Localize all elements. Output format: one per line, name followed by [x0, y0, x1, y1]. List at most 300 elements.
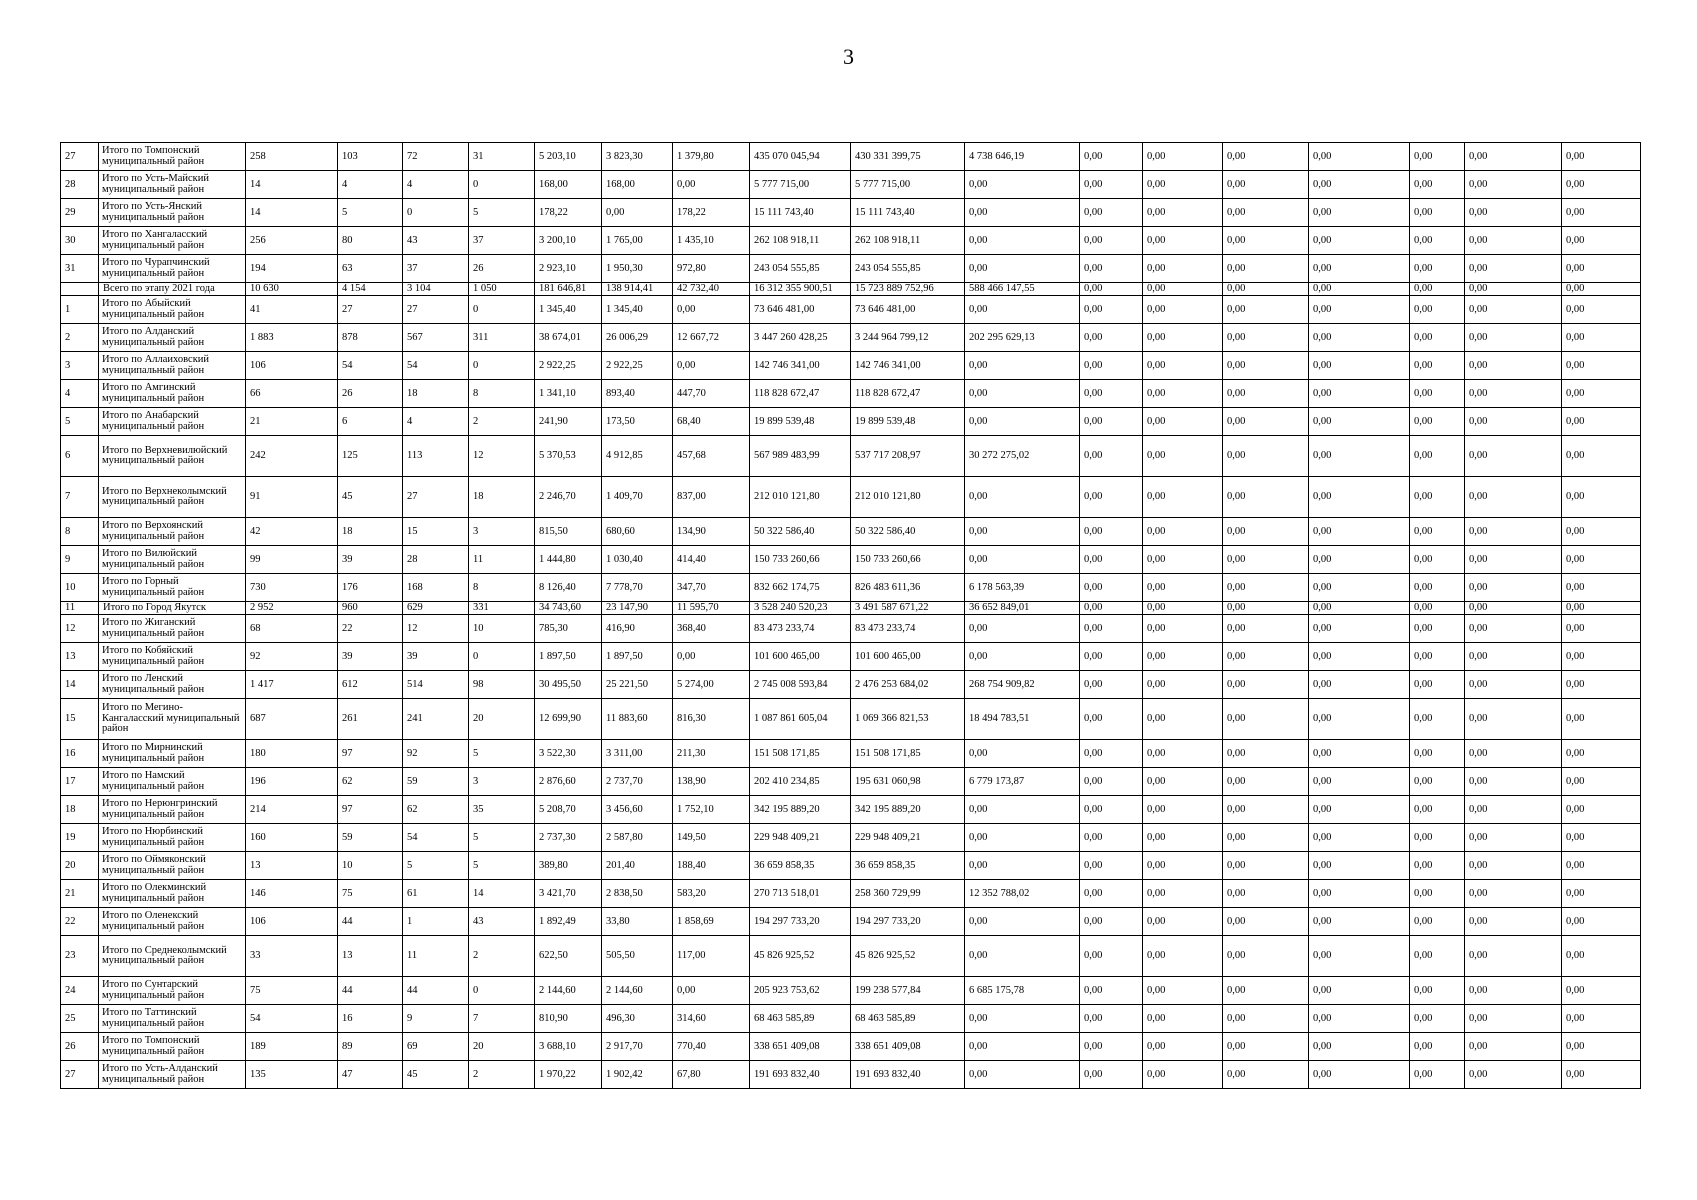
value-cell: 0,00 [1410, 1033, 1465, 1061]
value-cell: 338 651 409,08 [750, 1033, 851, 1061]
value-cell: 414,40 [673, 546, 750, 574]
value-cell: 416,90 [602, 615, 673, 643]
value-cell: 0,00 [1143, 296, 1223, 324]
value-cell: 125 [338, 436, 403, 477]
value-cell: 3 688,10 [535, 1033, 602, 1061]
value-cell: 268 754 909,82 [965, 671, 1080, 699]
value-cell: 0,00 [1410, 143, 1465, 171]
value-cell: 0,00 [1465, 1005, 1562, 1033]
value-cell: 151 508 171,85 [750, 740, 851, 768]
value-cell: 0,00 [1223, 615, 1309, 643]
value-cell: 138 914,41 [602, 283, 673, 296]
row-number-cell: 23 [61, 936, 99, 977]
row-name-cell: Итого по Сунтарский муниципальный район [99, 977, 246, 1005]
value-cell: 68 463 585,89 [851, 1005, 965, 1033]
value-cell: 3 311,00 [602, 740, 673, 768]
value-cell: 0,00 [1410, 436, 1465, 477]
row-name-cell: Итого по Олекминский муниципальный район [99, 880, 246, 908]
value-cell: 1 765,00 [602, 227, 673, 255]
value-cell: 0,00 [965, 199, 1080, 227]
value-cell: 5 [469, 852, 535, 880]
table-row [61, 768, 1641, 796]
value-cell: 0,00 [1410, 518, 1465, 546]
value-cell: 38 674,01 [535, 324, 602, 352]
row-name-cell: Итого по Среднеколымский муниципальный район [99, 936, 246, 977]
value-cell: 0,00 [1080, 643, 1143, 671]
value-cell: 0,00 [1080, 768, 1143, 796]
row-name-cell: Итого по Намский муниципальный район [99, 768, 246, 796]
value-cell: 0,00 [965, 1005, 1080, 1033]
value-cell: 54 [246, 1005, 338, 1033]
value-cell: 0,00 [1143, 574, 1223, 602]
value-cell: 0,00 [965, 477, 1080, 518]
value-cell: 0,00 [1223, 936, 1309, 977]
value-cell: 0,00 [1410, 880, 1465, 908]
row-number-cell: 9 [61, 546, 99, 574]
value-cell: 13 [338, 936, 403, 977]
value-cell: 0,00 [1309, 852, 1410, 880]
table-row [61, 199, 1641, 227]
table-row [61, 436, 1641, 477]
table-row [61, 352, 1641, 380]
value-cell: 0,00 [1410, 768, 1465, 796]
value-cell: 211,30 [673, 740, 750, 768]
value-cell: 0,00 [1410, 1005, 1465, 1033]
value-cell: 0,00 [1562, 768, 1641, 796]
value-cell: 202 295 629,13 [965, 324, 1080, 352]
value-cell: 22 [338, 615, 403, 643]
value-cell: 3 447 260 428,25 [750, 324, 851, 352]
row-name-cell: Итого по Анабарский муниципальный район [99, 408, 246, 436]
value-cell: 0,00 [1465, 615, 1562, 643]
value-cell: 0,00 [1465, 477, 1562, 518]
value-cell: 0,00 [1223, 546, 1309, 574]
table-row [61, 671, 1641, 699]
row-number-cell: 28 [61, 171, 99, 199]
value-cell: 837,00 [673, 477, 750, 518]
value-cell: 342 195 889,20 [851, 796, 965, 824]
value-cell: 0,00 [1223, 143, 1309, 171]
value-cell: 0,00 [1562, 199, 1641, 227]
value-cell: 13 [246, 852, 338, 880]
value-cell: 0,00 [1223, 796, 1309, 824]
value-cell: 0,00 [1410, 283, 1465, 296]
value-cell: 0,00 [1080, 699, 1143, 740]
value-cell: 0,00 [1309, 768, 1410, 796]
value-cell: 1 752,10 [673, 796, 750, 824]
value-cell: 0,00 [1410, 477, 1465, 518]
value-cell: 45 [338, 477, 403, 518]
value-cell: 0,00 [1309, 699, 1410, 740]
value-cell: 0,00 [1223, 977, 1309, 1005]
value-cell: 202 410 234,85 [750, 768, 851, 796]
value-cell: 3 522,30 [535, 740, 602, 768]
value-cell: 0,00 [1143, 699, 1223, 740]
value-cell: 2 923,10 [535, 255, 602, 283]
value-cell: 0,00 [965, 740, 1080, 768]
value-cell: 118 828 672,47 [851, 380, 965, 408]
value-cell: 61 [403, 880, 469, 908]
value-cell: 0,00 [1309, 1061, 1410, 1089]
value-cell: 0,00 [1143, 908, 1223, 936]
value-cell: 1 897,50 [602, 643, 673, 671]
value-cell: 0,00 [1223, 880, 1309, 908]
value-cell: 118 828 672,47 [750, 380, 851, 408]
value-cell: 0,00 [1562, 1061, 1641, 1089]
value-cell: 0,00 [1309, 880, 1410, 908]
row-name-cell: Итого по Оленекский муниципальный район [99, 908, 246, 936]
value-cell: 1 970,22 [535, 1061, 602, 1089]
value-cell: 54 [338, 352, 403, 380]
value-cell: 0,00 [1465, 796, 1562, 824]
value-cell: 505,50 [602, 936, 673, 977]
value-cell: 6 685 175,78 [965, 977, 1080, 1005]
value-cell: 567 989 483,99 [750, 436, 851, 477]
value-cell: 12 667,72 [673, 324, 750, 352]
value-cell: 0,00 [1080, 574, 1143, 602]
value-cell: 0,00 [1309, 1005, 1410, 1033]
value-cell: 0,00 [1223, 671, 1309, 699]
table-row [61, 740, 1641, 768]
value-cell: 1 345,40 [602, 296, 673, 324]
value-cell: 178,22 [535, 199, 602, 227]
value-cell: 0,00 [1562, 671, 1641, 699]
value-cell: 0,00 [1080, 824, 1143, 852]
value-cell: 194 297 733,20 [750, 908, 851, 936]
value-cell: 151 508 171,85 [851, 740, 965, 768]
value-cell: 1 858,69 [673, 908, 750, 936]
value-cell: 0,00 [1080, 1033, 1143, 1061]
value-cell: 2 [469, 936, 535, 977]
value-cell: 0,00 [1309, 671, 1410, 699]
value-cell: 0,00 [1223, 296, 1309, 324]
value-cell: 0,00 [1143, 852, 1223, 880]
value-cell: 0,00 [1465, 518, 1562, 546]
value-cell: 0,00 [965, 1033, 1080, 1061]
value-cell: 0,00 [1143, 546, 1223, 574]
value-cell: 14 [246, 171, 338, 199]
table-row [61, 227, 1641, 255]
value-cell: 27 [403, 296, 469, 324]
value-cell: 68 463 585,89 [750, 1005, 851, 1033]
value-cell: 730 [246, 574, 338, 602]
row-number-cell: 22 [61, 908, 99, 936]
value-cell: 98 [469, 671, 535, 699]
value-cell: 11 [469, 546, 535, 574]
value-cell: 106 [246, 352, 338, 380]
value-cell: 73 646 481,00 [851, 296, 965, 324]
value-cell: 0,00 [1562, 740, 1641, 768]
value-cell: 1 050 [469, 283, 535, 296]
value-cell: 10 [469, 615, 535, 643]
value-cell: 242 [246, 436, 338, 477]
table-row [61, 171, 1641, 199]
value-cell: 0,00 [673, 977, 750, 1005]
value-cell: 4 [338, 171, 403, 199]
value-cell: 0,00 [1080, 1005, 1143, 1033]
value-cell: 0,00 [965, 296, 1080, 324]
value-cell: 0,00 [1410, 671, 1465, 699]
value-cell: 815,50 [535, 518, 602, 546]
value-cell: 205 923 753,62 [750, 977, 851, 1005]
value-cell: 15 111 743,40 [750, 199, 851, 227]
value-cell: 0,00 [1309, 643, 1410, 671]
value-cell: 0,00 [1562, 880, 1641, 908]
value-cell: 67,80 [673, 1061, 750, 1089]
value-cell: 30 495,50 [535, 671, 602, 699]
value-cell: 0,00 [673, 296, 750, 324]
value-cell: 0,00 [1143, 171, 1223, 199]
row-name-cell: Итого по Томпонский муниципальный район [99, 143, 246, 171]
value-cell: 0,00 [1143, 255, 1223, 283]
value-cell: 2 246,70 [535, 477, 602, 518]
row-number-cell: 10 [61, 574, 99, 602]
value-cell: 347,70 [673, 574, 750, 602]
row-number-cell: 1 [61, 296, 99, 324]
value-cell: 20 [469, 1033, 535, 1061]
value-cell: 0,00 [1143, 143, 1223, 171]
value-cell: 10 630 [246, 283, 338, 296]
value-cell: 785,30 [535, 615, 602, 643]
value-cell: 11 595,70 [673, 602, 750, 615]
value-cell: 0,00 [673, 171, 750, 199]
value-cell: 447,70 [673, 380, 750, 408]
value-cell: 0,00 [1562, 908, 1641, 936]
value-cell: 181 646,81 [535, 283, 602, 296]
value-cell: 0,00 [1223, 824, 1309, 852]
value-cell: 75 [338, 880, 403, 908]
value-cell: 0,00 [1080, 408, 1143, 436]
value-cell: 0,00 [1080, 171, 1143, 199]
value-cell: 0,00 [1465, 546, 1562, 574]
value-cell: 0,00 [1562, 171, 1641, 199]
value-cell: 0,00 [1223, 227, 1309, 255]
row-name-cell: Итого по Горный муниципальный район [99, 574, 246, 602]
value-cell: 389,80 [535, 852, 602, 880]
value-cell: 39 [403, 643, 469, 671]
value-cell: 583,20 [673, 880, 750, 908]
row-name-cell: Итого по Верхоянский муниципальный район [99, 518, 246, 546]
value-cell: 0,00 [1143, 977, 1223, 1005]
value-cell: 0,00 [1309, 296, 1410, 324]
value-cell: 117,00 [673, 936, 750, 977]
value-cell: 8 126,40 [535, 574, 602, 602]
value-cell: 0,00 [1562, 408, 1641, 436]
value-cell: 0,00 [1080, 977, 1143, 1005]
value-cell: 0,00 [1465, 1033, 1562, 1061]
value-cell: 106 [246, 908, 338, 936]
value-cell: 430 331 399,75 [851, 143, 965, 171]
value-cell: 0,00 [1465, 671, 1562, 699]
value-cell: 0,00 [1223, 255, 1309, 283]
value-cell: 39 [338, 643, 403, 671]
row-name-cell: Итого по Ленский муниципальный район [99, 671, 246, 699]
value-cell: 8 [469, 380, 535, 408]
value-cell: 191 693 832,40 [750, 1061, 851, 1089]
value-cell: 0,00 [1562, 546, 1641, 574]
value-cell: 0,00 [1562, 602, 1641, 615]
row-name-cell: Итого по Нюрбинский муниципальный район [99, 824, 246, 852]
value-cell: 680,60 [602, 518, 673, 546]
value-cell: 0,00 [1223, 436, 1309, 477]
value-cell: 36 659 858,35 [851, 852, 965, 880]
row-number-cell: 6 [61, 436, 99, 477]
value-cell: 18 [403, 380, 469, 408]
value-cell: 960 [338, 602, 403, 615]
value-cell: 0,00 [673, 643, 750, 671]
value-cell: 0,00 [1080, 602, 1143, 615]
value-cell: 1 902,42 [602, 1061, 673, 1089]
value-cell: 0,00 [1562, 352, 1641, 380]
value-cell: 0,00 [1080, 518, 1143, 546]
value-cell: 0,00 [1562, 824, 1641, 852]
value-cell: 810,90 [535, 1005, 602, 1033]
value-cell: 149,50 [673, 824, 750, 852]
value-cell: 0,00 [1410, 574, 1465, 602]
value-cell: 44 [338, 908, 403, 936]
row-number-cell: 31 [61, 255, 99, 283]
table-row [61, 936, 1641, 977]
value-cell: 0,00 [1465, 740, 1562, 768]
value-cell: 75 [246, 977, 338, 1005]
value-cell: 0,00 [1465, 227, 1562, 255]
value-cell: 1 030,40 [602, 546, 673, 574]
value-cell: 3 823,30 [602, 143, 673, 171]
value-cell: 0,00 [1465, 574, 1562, 602]
value-cell: 0,00 [1223, 602, 1309, 615]
value-cell: 2 745 008 593,84 [750, 671, 851, 699]
value-cell: 80 [338, 227, 403, 255]
value-cell: 101 600 465,00 [750, 643, 851, 671]
value-cell: 0,00 [1562, 796, 1641, 824]
table-row [61, 143, 1641, 171]
value-cell: 0,00 [1410, 352, 1465, 380]
value-cell: 229 948 409,21 [851, 824, 965, 852]
value-cell: 0,00 [965, 255, 1080, 283]
table-row [61, 1005, 1641, 1033]
value-cell: 0,00 [1223, 1033, 1309, 1061]
value-cell: 10 [338, 852, 403, 880]
value-cell: 50 322 586,40 [750, 518, 851, 546]
value-cell: 0,00 [1080, 615, 1143, 643]
value-cell: 262 108 918,11 [750, 227, 851, 255]
value-cell: 3 [469, 518, 535, 546]
value-cell: 0,00 [1562, 255, 1641, 283]
row-name-cell: Всего по этапу 2021 года [99, 283, 246, 296]
value-cell: 2 737,30 [535, 824, 602, 852]
value-cell: 537 717 208,97 [851, 436, 965, 477]
value-cell: 0,00 [1309, 324, 1410, 352]
value-cell: 0,00 [1143, 796, 1223, 824]
value-cell: 0,00 [1080, 380, 1143, 408]
value-cell: 0,00 [1465, 283, 1562, 296]
value-cell: 5 208,70 [535, 796, 602, 824]
value-cell: 0,00 [1410, 324, 1465, 352]
row-name-cell: Итого по Усть-Алданский муниципальный район [99, 1061, 246, 1089]
value-cell: 0,00 [1309, 352, 1410, 380]
value-cell: 770,40 [673, 1033, 750, 1061]
page-number: 3 [843, 44, 854, 69]
value-cell: 0,00 [1562, 436, 1641, 477]
row-name-cell: Итого по Верхнеколымский муниципальный район [99, 477, 246, 518]
value-cell: 196 [246, 768, 338, 796]
table-row [61, 1033, 1641, 1061]
value-cell: 26 006,29 [602, 324, 673, 352]
value-cell: 622,50 [535, 936, 602, 977]
value-cell: 191 693 832,40 [851, 1061, 965, 1089]
row-number-cell: 25 [61, 1005, 99, 1033]
table-row [61, 908, 1641, 936]
value-cell: 0,00 [1143, 615, 1223, 643]
value-cell: 0,00 [965, 643, 1080, 671]
value-cell: 0,00 [1309, 255, 1410, 283]
value-cell: 3 [469, 768, 535, 796]
value-cell: 0,00 [1080, 255, 1143, 283]
value-cell: 28 [403, 546, 469, 574]
value-cell: 0,00 [1309, 227, 1410, 255]
value-cell: 0,00 [1223, 1005, 1309, 1033]
value-cell: 0,00 [1080, 324, 1143, 352]
value-cell: 1 897,50 [535, 643, 602, 671]
value-cell: 3 456,60 [602, 796, 673, 824]
value-cell: 0,00 [1410, 852, 1465, 880]
value-cell: 3 104 [403, 283, 469, 296]
value-cell: 43 [469, 908, 535, 936]
value-cell: 0,00 [1465, 908, 1562, 936]
value-cell: 2 922,25 [602, 352, 673, 380]
value-cell: 0,00 [1309, 574, 1410, 602]
row-name-cell: Итого по Жиганский муниципальный район [99, 615, 246, 643]
value-cell: 0,00 [1143, 324, 1223, 352]
value-cell: 832 662 174,75 [750, 574, 851, 602]
value-cell: 0,00 [1223, 699, 1309, 740]
value-cell: 0,00 [1465, 408, 1562, 436]
value-cell: 14 [469, 880, 535, 908]
value-cell: 1 341,10 [535, 380, 602, 408]
value-cell: 195 631 060,98 [851, 768, 965, 796]
value-cell: 134,90 [673, 518, 750, 546]
value-cell: 0,00 [1080, 436, 1143, 477]
value-cell: 2 838,50 [602, 880, 673, 908]
value-cell: 496,30 [602, 1005, 673, 1033]
value-cell: 5 [469, 824, 535, 852]
value-cell: 0,00 [1562, 296, 1641, 324]
value-cell: 212 010 121,80 [851, 477, 965, 518]
value-cell: 229 948 409,21 [750, 824, 851, 852]
value-cell: 15 [403, 518, 469, 546]
value-cell: 311 [469, 324, 535, 352]
table-row [61, 324, 1641, 352]
value-cell: 0,00 [1410, 615, 1465, 643]
row-number-cell: 18 [61, 796, 99, 824]
value-cell: 45 [403, 1061, 469, 1089]
value-cell: 3 421,70 [535, 880, 602, 908]
value-cell: 0,00 [1223, 283, 1309, 296]
value-cell: 150 733 260,66 [750, 546, 851, 574]
value-cell: 331 [469, 602, 535, 615]
value-cell: 5 777 715,00 [851, 171, 965, 199]
value-cell: 0,00 [1080, 283, 1143, 296]
value-cell: 0,00 [1562, 699, 1641, 740]
value-cell: 0,00 [1223, 574, 1309, 602]
row-number-cell: 30 [61, 227, 99, 255]
value-cell: 0,00 [1143, 602, 1223, 615]
value-cell: 0,00 [1465, 255, 1562, 283]
value-cell: 0,00 [1223, 324, 1309, 352]
value-cell: 0,00 [1080, 908, 1143, 936]
value-cell: 0,00 [1465, 1061, 1562, 1089]
value-cell: 7 [469, 1005, 535, 1033]
